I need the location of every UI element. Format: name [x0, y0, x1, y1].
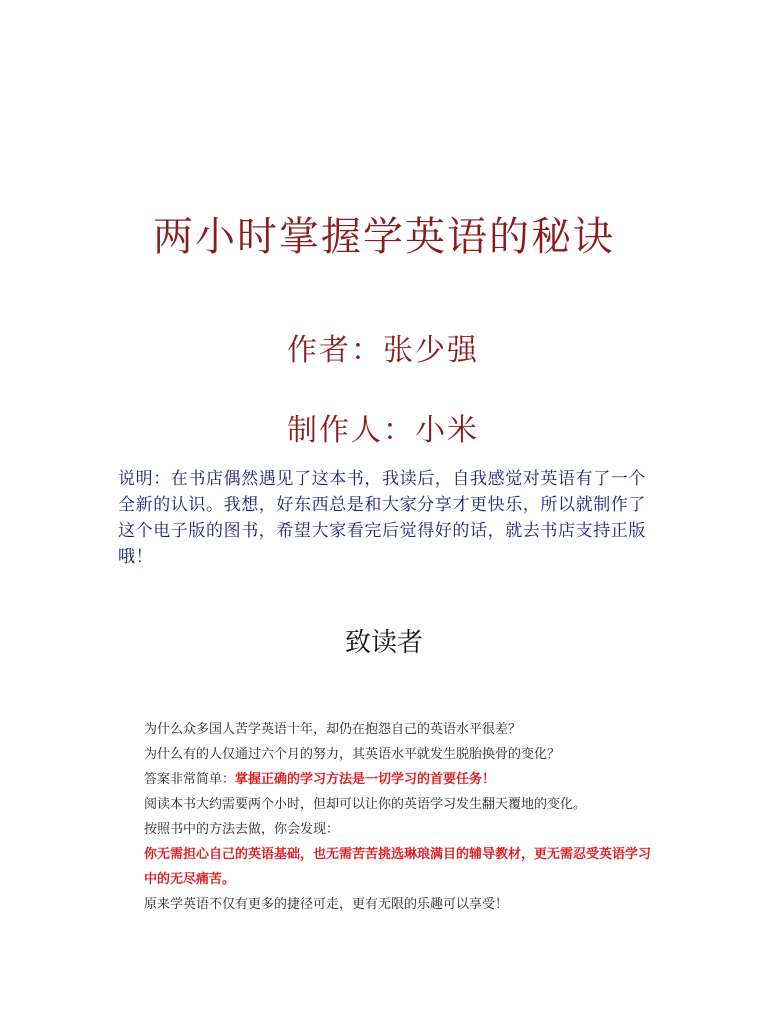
answer-highlight: 掌握正确的学习方法是一切学习的首要任务！: [235, 772, 496, 787]
body-line-follow: 按照书中的方法去做，你会发现：: [144, 822, 340, 837]
maker-line: 制作人：小米: [287, 413, 479, 448]
body-line-answer: [118, 767, 658, 792]
answer-prefix: 答案非常简单：: [144, 772, 236, 787]
body-text: [118, 717, 658, 917]
body-line-read-time: 阅读本书大约需要两个小时，但却可以让你的英语学习发生翻天覆地的变化。: [144, 797, 587, 812]
author-line: 作者：张少强: [287, 333, 479, 368]
document-title: 两小时掌握学英语的秘诀: [153, 214, 615, 260]
note-paragraph: 说明：在书店偶然遇见了这本书，我读后，自我感觉对英语有了一个全新的认识。我想，好东西总是和大家分享才更快乐，所以就制作了这个电子版的图书，希望大家看完后觉得好的话，就去书店支持正版哦！: [118, 469, 646, 567]
highlight-paragraph: 你无需担心自己的英语基础，也无需苦苦挑选琳琅满目的辅导教材，更无需忍受英语学习中的无尽痛苦。: [144, 847, 652, 887]
body-line-question-2: 为什么有的人仅通过六个月的努力，其英语水平就发生脱胎换骨的变化？: [144, 747, 561, 762]
body-line-question-1: 为什么众多国人苦学英语十年，却仍在抱怨自己的英语水平很差？: [144, 722, 522, 737]
body-line-final: 原来学英语不仅有更多的捷径可走，更有无限的乐趣可以享受！: [144, 897, 509, 912]
section-heading: 致读者: [344, 628, 423, 658]
